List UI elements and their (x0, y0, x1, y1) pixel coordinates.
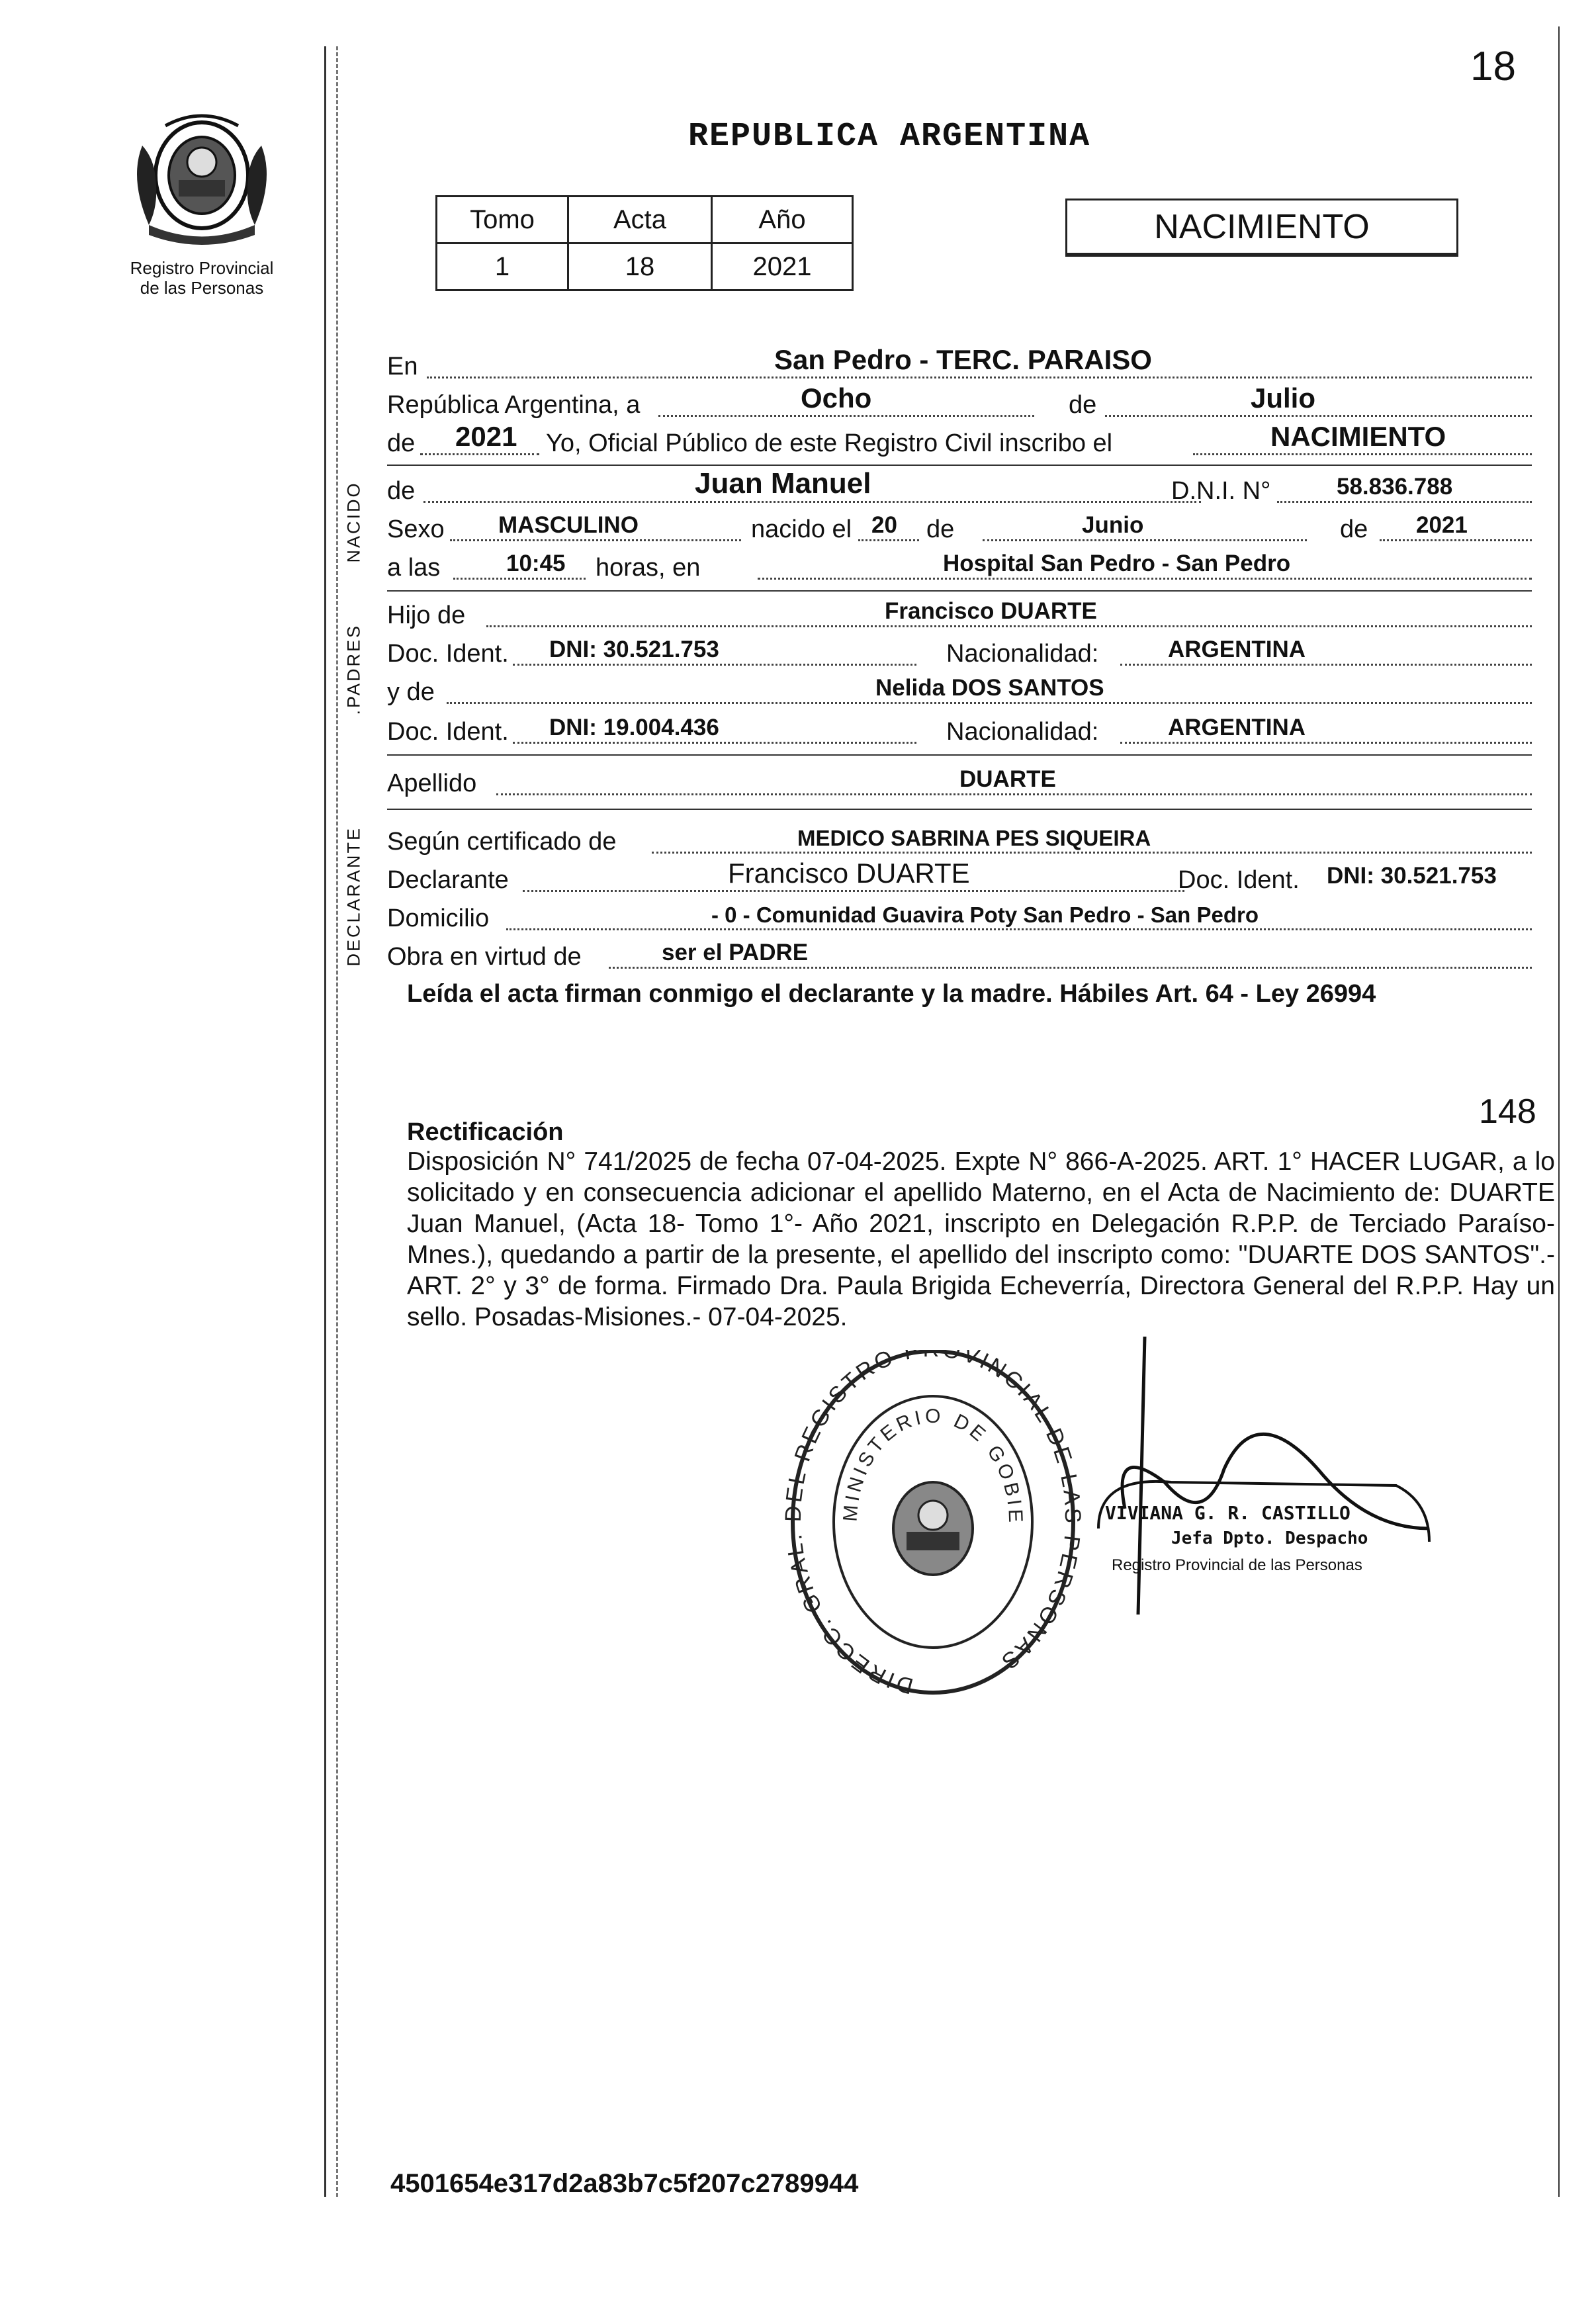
acta-header-acta: Acta (568, 197, 712, 244)
stamp-line1: VIVIANA G. R. CASTILLO (1105, 1502, 1351, 1524)
page-number: 18 (1470, 44, 1516, 89)
svg-text:MINISTERIO DE GOBIERNO: MINISTERIO DE GOBIE (839, 1405, 1027, 1527)
row-madre-doc: Doc. Ident. DNI: 19.004.436 Nacionalidad: ARGENTINA (387, 711, 1532, 750)
row-padre-doc: Doc. Ident. DNI: 30.521.753 Nacionalidad: ARGENTINA (387, 633, 1532, 672)
acta-acta-value: 18 (568, 244, 712, 290)
anio-inscripcion: 2021 (455, 421, 517, 452)
rectificacion-number: 148 (1479, 1092, 1536, 1131)
dia-inscripcion: Ocho (801, 382, 872, 414)
row-en: En San Pedro - TERC. PARAISO (387, 345, 1532, 385)
doc-declarante: DNI: 30.521.753 (1327, 863, 1497, 889)
rectificacion-title: Rectificación (407, 1118, 564, 1146)
row-nombre: de Juan Manuel D.N.I. N° 58.836.788 (387, 470, 1532, 510)
row-sexo: Sexo MASCULINO nacido el 20 de Junio de 2021 (387, 508, 1532, 548)
row-declarante: Declarante Francisco DUARTE Doc. Ident. DNI: 30.521.753 (387, 858, 1497, 894)
row-madre: y de Nelida DOS SANTOS (387, 671, 1532, 711)
lugar-inscripcion: San Pedro - TERC. PARAISO (774, 344, 1152, 375)
section-divider (387, 754, 1532, 756)
row-hora-lugar: a las 10:45 horas, en Hospital San Pedro - San Pedro (387, 547, 1532, 586)
nombre-declarante: Francisco DUARTE (728, 858, 970, 889)
act-type-box: NACIMIENTO (1065, 199, 1458, 257)
dia-nacimiento: 20 (871, 512, 897, 538)
row-domicilio: Domicilio - 0 - Comunidad Guavira Poty San Pedro - San Pedro (387, 897, 1532, 937)
province-emblem (122, 106, 281, 251)
dni-nacido: 58.836.788 (1337, 474, 1453, 500)
lugar-nacimiento: Hospital San Pedro - San Pedro (943, 551, 1291, 576)
mes-inscripcion: Julio (1251, 382, 1316, 414)
rectificacion-body: Disposición N° 741/2025 de fecha 07-04-2025. Expte N° 866-A-2025. ART. 1° HACER LUGAR, a lo solicitado y en consecuencia adicionar el apellido Materno, en el Acta de Nacimiento de: DUARTE Juan Manuel, (Acta 18- Tomo 1°- Año 2021, inscripto en Delegación R.P.P. de Terciado Paraíso-Mnes.), quedando a partir de la presente, el apellido del inscripto como: "DUARTE DOS SANTOS".- ART. 2° y 3° de forma. Firmado Dra. Paula Brigida Echeverría, Directora General del R.P.P. Hay un sello. Posadas-Misiones.- 07-04-2025. (407, 1147, 1555, 1331)
apellido-nacido: DUARTE (959, 766, 1056, 792)
document-title: REPUBLICA ARGENTINA (688, 118, 1091, 155)
sexo-nacido: MASCULINO (498, 512, 639, 538)
certificado-medico: MEDICO SABRINA PES SIQUEIRA (797, 826, 1151, 850)
label-declarante: DECLARANTE (343, 826, 364, 967)
stamp-line2: Jefa Dpto. Despacho (1171, 1529, 1368, 1548)
nacionalidad-padre: ARGENTINA (1168, 637, 1306, 662)
registry-caption: Registro Provincial de las Personas (130, 258, 274, 298)
acta-table (435, 195, 854, 291)
label-nacido: NACIDO (343, 481, 364, 563)
anio-nacimiento: 2021 (1416, 512, 1468, 538)
domicilio-declarante: - 0 - Comunidad Guavira Poty San Pedro - San Pedro (711, 903, 1259, 927)
vinculo-declarante: ser el PADRE (662, 940, 809, 965)
acta-anio-value: 2021 (712, 244, 853, 290)
row-padre: Hijo de Francisco DUARTE (387, 594, 1532, 634)
document-hash: 4501654e317d2a83b7c5f207c2789944 (390, 2169, 859, 2198)
right-margin-line (1558, 26, 1560, 2197)
doc-madre: DNI: 19.004.436 (549, 715, 719, 740)
section-divider (387, 465, 1532, 466)
signature-stamp (1085, 1310, 1456, 1654)
section-divider (387, 590, 1532, 592)
row-obra: Obra en virtud de ser el PADRE (387, 936, 1532, 975)
row-certificado: Según certificado de MEDICO SABRINA PES SIQUEIRA (387, 820, 1532, 860)
label-padres: .PADRES (343, 623, 364, 715)
acta-header-anio: Año (712, 197, 853, 244)
row-apellido: Apellido DUARTE (387, 762, 1532, 802)
stamp-line3: Registro Provincial de las Personas (1112, 1556, 1362, 1574)
row-republica: República Argentina, a Ocho de Julio (387, 384, 1532, 423)
svg-text:DIRECC. GRAL. DEL REGISTRO PRO: DIRECC. GRAL L REGISTRO P OVINCIAL DE L ERSONAS (784, 1350, 1082, 1699)
section-divider (387, 809, 1532, 810)
acta-header-tomo: Tomo (437, 197, 568, 244)
nombre-padre: Francisco DUARTE (885, 598, 1097, 624)
mes-nacimiento: Junio (1082, 512, 1144, 538)
inscribo-tipo: NACIMIENTO (1270, 421, 1446, 452)
row-anio-inscribo: de 2021 Yo, Oficial Público de este Registro Civil inscribo el NACIMIENTO (387, 422, 1532, 462)
left-margin-dots (336, 46, 338, 2197)
nacionalidad-madre: ARGENTINA (1168, 715, 1306, 740)
closing-statement: Leída el acta firman conmigo el declarante y la madre. Hábiles Art. 64 - Ley 26994 (407, 980, 1376, 1008)
hora-nacimiento: 10:45 (506, 551, 566, 576)
doc-padre: DNI: 30.521.753 (549, 637, 719, 662)
nombre-nacido: Juan Manuel (695, 467, 871, 500)
nombre-madre: Nelida DOS SANTOS (875, 675, 1104, 701)
acta-tomo-value: 1 (437, 244, 568, 290)
left-margin-line (324, 46, 326, 2197)
official-seal (784, 1350, 1082, 1701)
